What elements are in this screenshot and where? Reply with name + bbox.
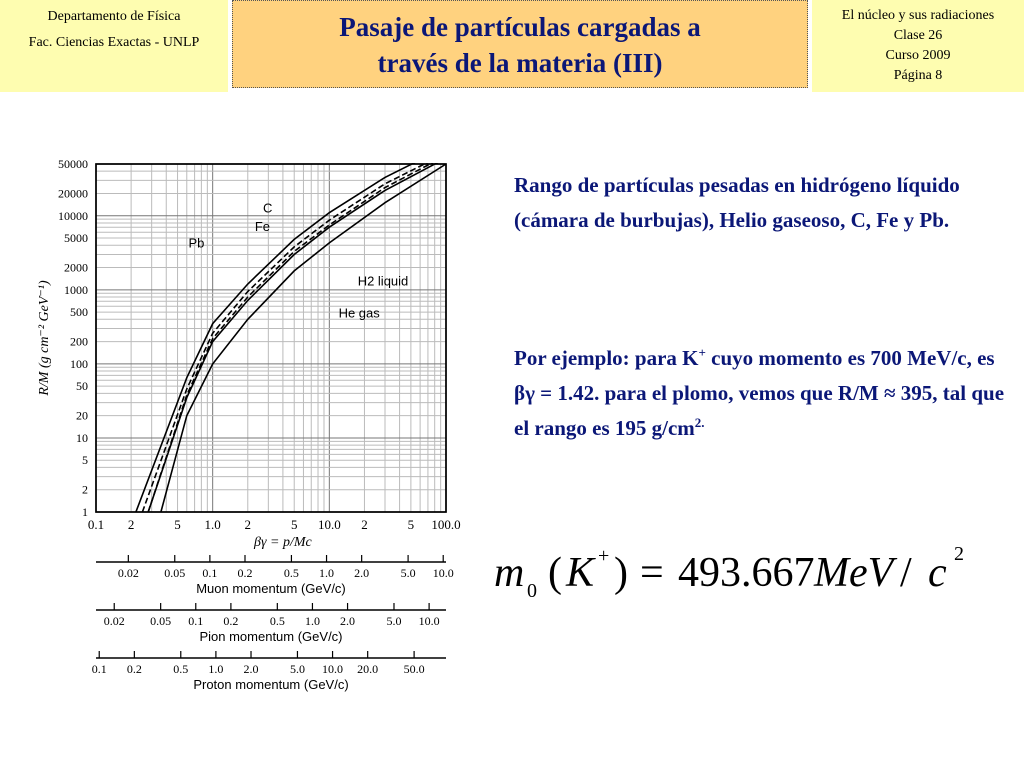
y-tick-label: 10000 [58, 208, 88, 223]
x-tick-label: 5 [290, 517, 298, 532]
momentum-tick-label: 10.0 [322, 662, 344, 676]
momentum-axis-title: Proton momentum (GeV/c) [193, 677, 349, 692]
momentum-tick-label: 0.05 [150, 614, 172, 628]
example-paragraph [514, 341, 1014, 446]
momentum-tick-label: 0.5 [173, 662, 189, 676]
class-number: Clase 26 [893, 28, 943, 43]
example-text-2: cuyo momento es 700 MeV/c, es [705, 346, 995, 370]
momentum-tick-label: 10.0 [418, 614, 440, 628]
series-line-he-gas [148, 158, 446, 512]
y-tick-label: 50 [76, 379, 88, 394]
momentum-axis-title: Pion momentum (GeV/c) [199, 629, 343, 644]
x-tick-label: 5 [174, 517, 181, 532]
series-label-h2-liquid: H2 liquid [357, 273, 409, 289]
x-tick-label: 0.1 [87, 517, 105, 532]
formula-value: 493.667 [678, 550, 815, 596]
y-tick-label: 1000 [64, 282, 88, 297]
x-tick-label: 10.0 [317, 517, 341, 532]
kaon-mass-formula [488, 534, 1008, 624]
formula-m: m [494, 550, 525, 596]
momentum-tick-label: 5.0 [289, 662, 305, 676]
momentum-tick-label: 0.2 [237, 566, 253, 580]
momentum-tick-label: 1.0 [208, 662, 224, 676]
y-tick-label: 5000 [64, 231, 88, 246]
y-tick-label: 2000 [64, 260, 88, 275]
momentum-tick-label: 0.1 [91, 662, 107, 676]
area-unit-exponent: 2. [694, 415, 705, 430]
faculty-label: Fac. Ciencias Exactas - UNLP [28, 35, 200, 50]
formula-unit: MeV [814, 550, 894, 596]
slide-title-line2: través de la materia (III) [377, 48, 663, 78]
x-tick-label: 100.0 [431, 517, 461, 532]
clip-mask-right [447, 150, 470, 512]
clip-mask-top [96, 150, 470, 163]
example-text-3: = 1.42. para el plomo, vemos que R/M [534, 381, 885, 405]
series-label-fe: Fe [254, 219, 271, 235]
momentum-tick-label: 2.0 [354, 566, 370, 580]
kaon-charge: + [698, 345, 706, 360]
momentum-tick-label: 50.0 [403, 662, 425, 676]
momentum-tick-label: 10.0 [432, 566, 454, 580]
y-tick-label: 20 [76, 408, 88, 423]
formula-c: c [928, 550, 947, 596]
example-text-4: 395, tal que el rango es 195 g/cm [514, 381, 1005, 440]
description-paragraph: Rango de partículas pesadas en hidrógeno líquido (cámara de burbujas), Helio gaseoso, C, Fe y Pb. [514, 173, 960, 232]
header-right [812, 0, 1024, 92]
momentum-tick-label: 0.2 [223, 614, 239, 628]
formula-k: K [566, 550, 595, 596]
y-axis-label: R/M (g cm⁻² GeV⁻¹) [37, 280, 52, 396]
range-chart [0, 150, 470, 710]
page-number: Página 8 [893, 68, 943, 83]
momentum-tick-label: 0.5 [283, 566, 299, 580]
x-tick-label: 2 [244, 517, 252, 532]
momentum-tick-label: 0.05 [164, 566, 186, 580]
x-tick-label: 2 [127, 517, 135, 532]
course-year: Curso 2009 [885, 48, 951, 63]
momentum-tick-label: 5.0 [400, 566, 416, 580]
formula-equals: = [640, 550, 664, 596]
y-tick-label: 20000 [58, 186, 88, 201]
y-tick-label: 1 [82, 505, 88, 519]
momentum-tick-label: 2.0 [340, 614, 356, 628]
slide-title-line1: Pasaje de partículas cargadas a [339, 12, 701, 42]
formula-open-paren: ( [548, 550, 562, 596]
header-left [0, 0, 228, 92]
momentum-tick-label: 5.0 [386, 614, 402, 628]
y-tick-label: 50000 [58, 157, 88, 171]
momentum-tick-label: 0.5 [269, 614, 285, 628]
momentum-tick-label: 2.0 [243, 662, 259, 676]
series-label-pb: Pb [188, 235, 205, 251]
example-text-1: Por ejemplo: para K [514, 346, 699, 370]
x-tick-label: 1.0 [204, 517, 221, 532]
momentum-tick-label: 0.1 [188, 614, 204, 628]
momentum-tick-label: 0.02 [103, 614, 125, 628]
momentum-tick-label: 1.0 [304, 614, 320, 628]
x-tick-label: 2 [361, 517, 368, 532]
formula-subscript: 0 [527, 580, 537, 602]
series-label-c: C [262, 200, 273, 216]
beta-gamma-symbol: βγ [514, 381, 535, 405]
momentum-tick-label: 0.02 [117, 566, 139, 580]
x-tick-label: 5 [407, 517, 415, 532]
momentum-tick-label: 1.0 [319, 566, 335, 580]
y-tick-label: 10 [76, 430, 88, 445]
formula-slash: / [900, 550, 912, 596]
department-label: Departamento de Física [47, 9, 181, 24]
y-tick-label: 5 [82, 453, 88, 468]
slide-title [232, 0, 808, 88]
formula-plus: + [598, 545, 610, 567]
y-tick-label: 100 [70, 356, 88, 371]
y-tick-label: 2 [82, 482, 88, 497]
series-line-c [148, 156, 446, 512]
y-tick-label: 500 [70, 305, 88, 320]
approx-symbol: ≈ [884, 381, 896, 405]
y-tick-label: 200 [70, 334, 88, 349]
formula-exponent: 2 [954, 543, 964, 565]
momentum-tick-label: 20.0 [357, 662, 379, 676]
momentum-tick-label: 0.2 [126, 662, 142, 676]
momentum-tick-label: 0.1 [202, 566, 218, 580]
formula-close-paren: ) [614, 550, 628, 596]
course-name: El núcleo y sus radiaciones [841, 8, 995, 23]
momentum-axis-title: Muon momentum (GeV/c) [196, 581, 346, 596]
x-axis-label: βγ = p/Mc [254, 535, 312, 550]
series-label-he-gas: He gas [338, 305, 380, 321]
